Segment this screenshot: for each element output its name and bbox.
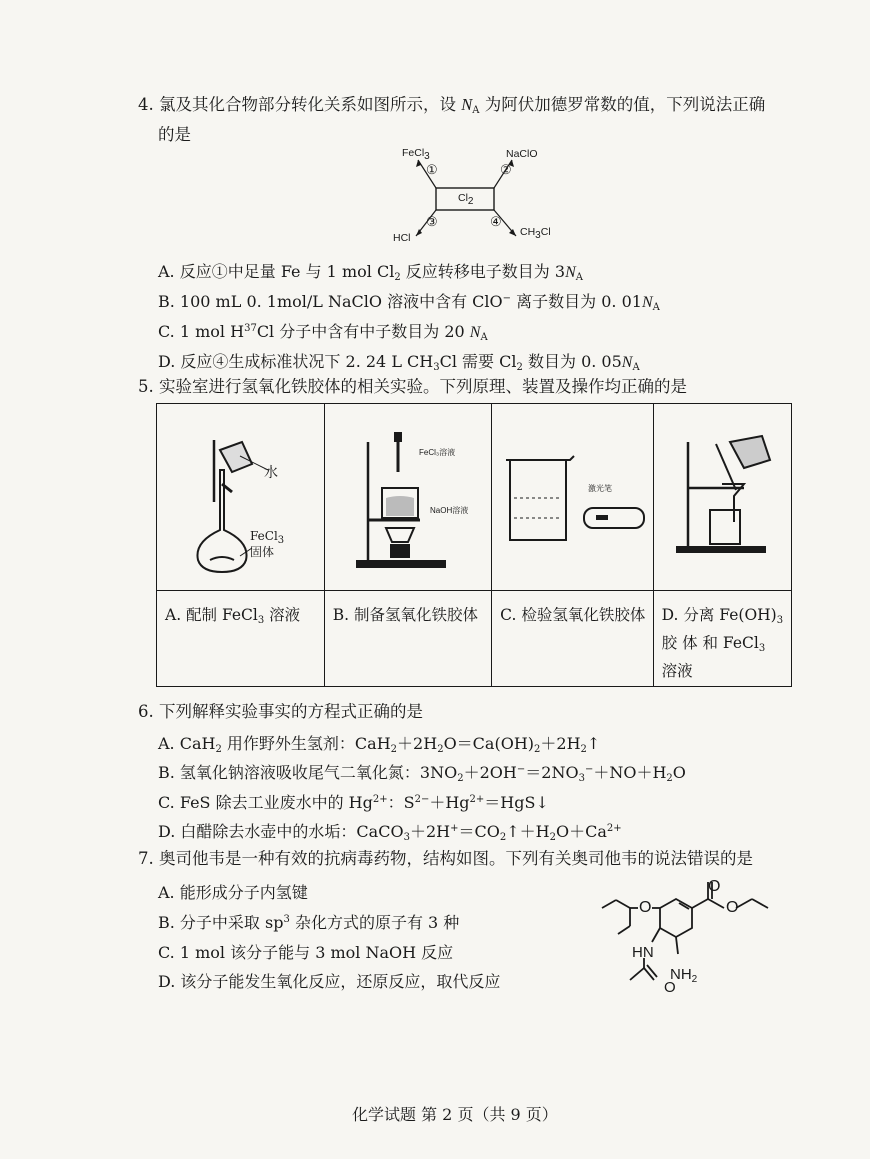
q4-stem-line2: 的是 (158, 125, 191, 144)
atom-o-ether: O (639, 899, 652, 916)
label-naclo: NaClO (506, 148, 538, 160)
label-water: 水 (264, 465, 278, 481)
marker-1: ① (426, 163, 438, 178)
q7-stem: 7. 奥司他韦是一种有效的抗病毒药物，结构如图。下列有关奥司他韦的说法错误的是 (138, 849, 753, 868)
q6-number: 6. (138, 702, 154, 721)
q7-option-b: B. 分子中采取 $sp^3$ 杂化方式的原子有 3 种 (158, 913, 460, 932)
label-ch3cl: $CH_3Cl$ (520, 226, 551, 241)
q4-number: 4. (138, 95, 154, 114)
q5-number: 5. (138, 377, 154, 396)
q4-option-d: D. 反应④生成标准状况下 2. 24 L $CH_3Cl$ 需要 $Cl_2$ 数目为 0. $05N_A$ (158, 352, 640, 373)
q7-number: 7. (138, 849, 154, 868)
q4-option-a: A. 反应①中足量 Fe 与 1 mol $Cl_2$ 反应转移电子数目为 $3N_A$ (158, 262, 583, 283)
q4-stem-text-b: 为阿伏加德罗常数的值，下列说法正确 (479, 95, 766, 114)
marker-3: ③ (426, 215, 438, 230)
atom-o-ester: O (726, 899, 739, 916)
label-fecl3-solution: FeCl₃溶液 (419, 448, 456, 457)
caption-a: A. 配制 FeCl$_3$ 溶液 (157, 591, 325, 687)
q6-stem: 6. 下列解释实验事实的方程式正确的是 (138, 702, 423, 721)
page-footer: 化学试题 第 2 页（共 9 页） (352, 1105, 558, 1124)
group-nh2: $NH_2$ (670, 966, 698, 985)
q4-option-c: C. 1 mol $H^{37}Cl$ 分子中含有中子数目为 20 $N_A$ (158, 322, 488, 343)
label-laser-pointer: 激光笔 (588, 484, 612, 493)
label-cl2: $Cl_2$ (458, 192, 474, 207)
label-fecl3-solid: FeCl$_3$ 固体 (250, 529, 285, 559)
q4-stem-text-a: 氯及其化合物部分转化关系如图所示，设 (159, 95, 462, 114)
label-naoh-solution: NaOH溶液 (430, 506, 469, 515)
q7-option-a: A. 能形成分子内氢键 (158, 883, 308, 902)
q7-option-c: C. 1 mol 该分子能与 3 mol NaOH 反应 (158, 943, 454, 962)
atom-hn: HN (632, 944, 654, 961)
q6-option-b: B. 氢氧化钠溶液吸收尾气二氧化氮：$3NO_2+2OH^-=2NO_3^-+NO+H_2O$ (158, 763, 686, 784)
marker-2: ② (500, 163, 512, 178)
q4-option-b: B. 100 mL 0. 1mol/L NaClO 溶液中含有 ClO− 离子数目为 0. $01N_A$ (158, 292, 660, 313)
q6-option-d: D. 白醋除去水壶中的水垢：$CaCO_3+2H^+=CO_2↑+H_2O+Ca^{2+}$ (158, 822, 622, 843)
caption-b: B. 制备氢氧化铁胶体 (324, 591, 491, 687)
q7-option-d: D. 该分子能发生氧化反应，还原反应，取代反应 (158, 972, 501, 991)
label-fecl3: FeCl$_3$ (402, 147, 430, 162)
q4-stem: 4. 氯及其化合物部分转化关系如图所示，设 $N_A$ 为阿伏加德罗常数的值，下列说法正确 (138, 95, 766, 116)
atom-o-carbonyl: O (708, 878, 721, 895)
q5-stem: 5. 实验室进行氢氧化铁胶体的相关实验。下列原理、装置及操作均正确的是 (138, 377, 687, 396)
label-hcl: HCl (393, 232, 411, 244)
atom-o-amide: O (664, 979, 676, 996)
caption-d: D. 分离 $Fe(OH)_3$ 胶 体 和 FeCl$_3$ 溶液 (653, 591, 791, 687)
laser-test-icon (500, 452, 650, 552)
na-symbol: N (461, 95, 473, 114)
marker-4: ④ (490, 215, 502, 230)
q6-option-a: A. CaH$_2$ 用作野外生氢剂：$CaH_2+2H_2O=Ca(OH)_2+2H_2↑$ (158, 734, 601, 755)
filtration-setup-icon (672, 432, 782, 562)
caption-c: C. 检验氢氧化铁胶体 (492, 591, 654, 687)
q6-option-c: C. FeS 除去工业废水中的 $Hg^{2+}$：$S^{2-}+Hg^{2+}=HgS↓$ (158, 793, 549, 812)
